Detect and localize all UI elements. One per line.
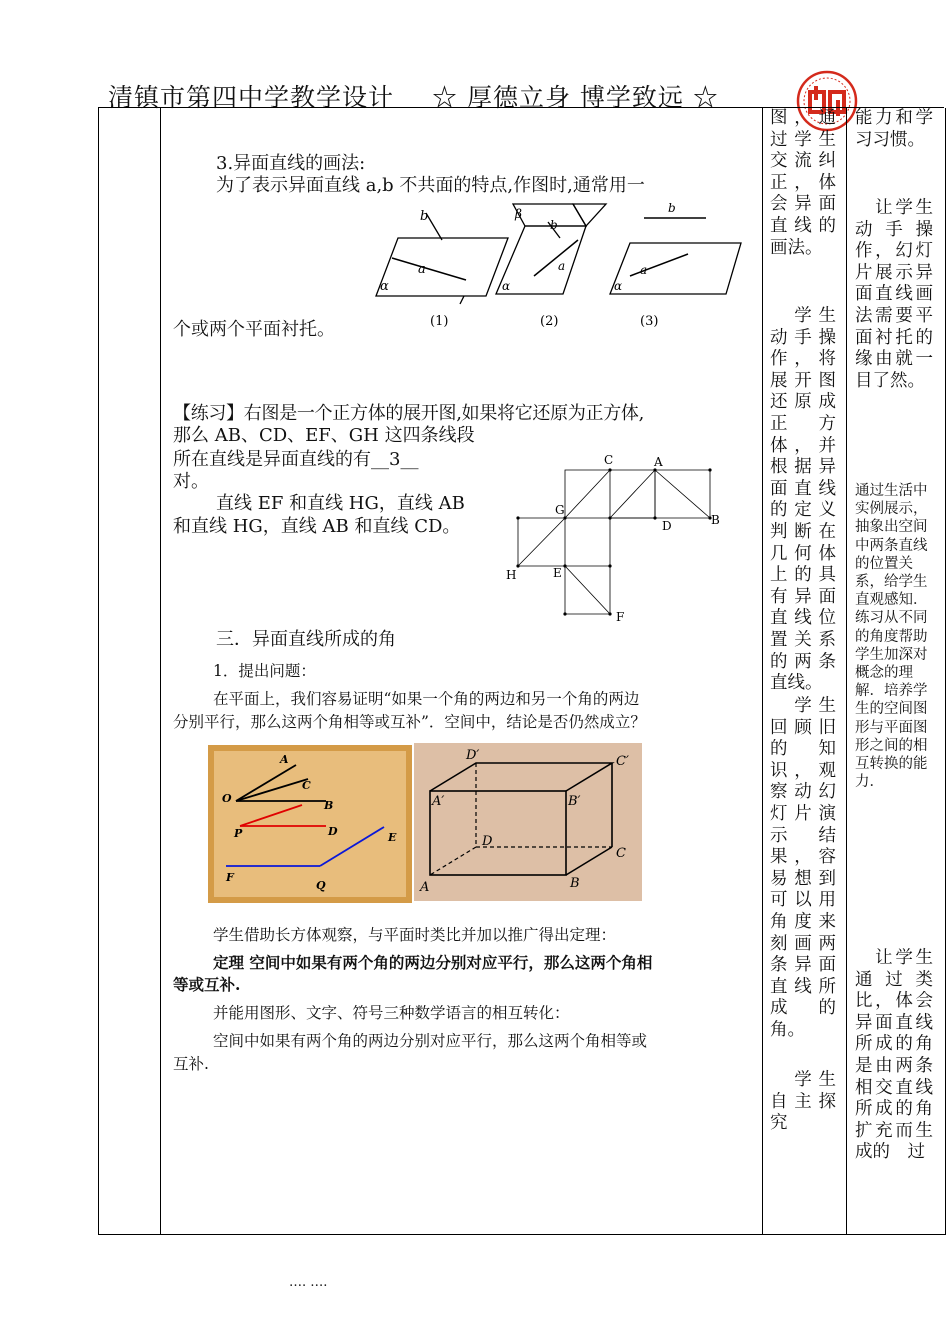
question-text-2: 分别平行，那么这两个角相等或互补”．空间中，结论是否仍然成立？ <box>173 713 646 731</box>
net-label-B: B <box>711 513 720 527</box>
img1-label-A: A <box>280 753 289 766</box>
fig2-label-beta: β <box>515 207 522 221</box>
design-intent-2: 让学生动手操作，幻灯片展示异面直线画法需要平面衬托的缘由就一目了然。 <box>855 198 933 391</box>
fig2-label-a: a <box>558 259 566 273</box>
observe-text: 学生借助长方体观察，与平面时类比并加以推广得出定理： <box>213 926 617 944</box>
fig2-label-b: b <box>550 218 558 232</box>
design-intent-3: 通过生活中实例展示，抽象出空间中两条直线的位置关系，给学生直观感知．练习从不同的角度帮助学生加深对概念的理解．培养学生的空间图形与平面图形之间的相互转换的能力． <box>855 483 928 791</box>
img2-label-B: B <box>570 876 580 891</box>
drawing-intro: 为了表示异面直线 a,b 不共面的特点,作图时,通常用一 <box>216 175 645 196</box>
theorem-line-2: 等或互补. <box>173 975 241 994</box>
img2-label-B1: B′ <box>568 794 581 809</box>
skew-lines-figures <box>368 198 753 332</box>
fig2-caption: (2) <box>540 314 559 329</box>
net-label-A: A <box>654 455 663 469</box>
img1-label-D: D <box>328 825 338 838</box>
exercise-line-4: 对。 <box>173 471 209 492</box>
fig3-label-alpha: α <box>614 279 623 293</box>
img2-label-C1: C′ <box>616 754 629 769</box>
net-label-E: E <box>553 566 562 580</box>
motto: ☆ 厚德立身 博学致远 ☆ <box>432 83 719 112</box>
fig1-label-alpha: α <box>380 279 389 294</box>
img1-label-B: B <box>324 799 334 812</box>
img1-label-O: O <box>222 792 232 805</box>
student-activity-1: 图，通过学生交流纠正，体会异面直线的画法。 <box>770 108 836 258</box>
img1-label-F: F <box>226 871 234 884</box>
theorem-line-1: 定理 空间中如果有两个角的两边分别对应平行，那么这两个角相 <box>213 953 653 972</box>
img2-label-A: A <box>420 880 430 895</box>
net-label-D: D <box>662 519 672 533</box>
restate-line-1: 空间中如果有两个角的两边分别对应平行，那么这两个角相等或 <box>213 1032 648 1050</box>
student-activity-4: 学生自主探究 <box>770 1070 836 1134</box>
design-intent-1: 能力和学习习惯。 <box>855 108 933 150</box>
design-intent-4: 让学生通过类比，体会异面直线所成的角是由两条相交直线所成的角扩充而生成的 过 <box>855 948 933 1163</box>
img1-label-P: P <box>234 827 243 840</box>
img1-label-Q: Q <box>316 879 326 892</box>
fig1-label-b: b <box>420 209 429 224</box>
footer-dots: …. …. <box>289 1275 328 1290</box>
restate-line-2: 互补. <box>173 1055 209 1073</box>
img2-label-C: C <box>616 846 626 861</box>
column-divider-1 <box>160 108 161 1234</box>
section-title-drawing: 3.异面直线的画法: <box>216 153 366 174</box>
img2-label-D1: D′ <box>466 748 480 763</box>
cube-net-figure <box>500 450 730 630</box>
img1-label-E: E <box>388 831 397 844</box>
fig2-label-alpha: α <box>502 279 511 293</box>
cuboid-image <box>414 743 642 901</box>
exercise-line-2: 那么 AB、CD、EF、GH 这四条线段 <box>173 425 475 446</box>
answer-line-1: 直线 EF 和直线 HG，直线 AB <box>216 493 465 514</box>
fig1-caption: (1) <box>430 314 449 329</box>
exercise-line-1: 【练习】右图是一个正方体的展开图,如果将它还原为正方体, <box>173 403 645 424</box>
fig3-caption: (3) <box>640 314 659 329</box>
school-title: 清镇市第四中学教学设计 <box>108 83 395 112</box>
column-divider-2 <box>762 108 763 1234</box>
fig3-label-b: b <box>668 201 676 215</box>
net-label-F: F <box>616 610 625 624</box>
fig1-label-a: a <box>418 262 426 277</box>
img2-label-A1: A′ <box>432 794 445 809</box>
question-text-1: 在平面上，我们容易证明“如果一个角的两边和另一个角的两边 <box>213 690 640 708</box>
fig3-label-a: a <box>640 263 648 277</box>
section-title-angle: 三．异面直线所成的角 <box>216 629 396 650</box>
student-activity-3: 学生回顾旧的知识，观察动幻灯片演示结果，容易想到可以用角度来刻画两条异面直线所成 的角。 <box>770 696 836 1040</box>
net-label-G: G <box>555 503 565 517</box>
question-title: 1．提出问题： <box>213 662 316 680</box>
column-divider-3 <box>846 108 847 1234</box>
net-label-C: C <box>604 453 614 467</box>
net-label-H: H <box>506 568 517 582</box>
exercise-line-3: 所在直线是异面直线的有__3__ <box>173 449 419 470</box>
img2-label-D: D <box>482 834 493 849</box>
img1-label-C: C <box>302 779 311 792</box>
drawing-intro-end: 个或两个平面衬托。 <box>173 319 335 340</box>
parallel-angles-image <box>208 745 412 903</box>
student-activity-2: 学生动手操作，将展开图还原成正方体，并根据异面直线的定义判断在几何体上的具有异面直线位置关系的两条直线。 <box>770 306 836 694</box>
convert-text: 并能用图形、文字、符号三种数学语言的相互转化： <box>213 1004 570 1022</box>
answer-line-2: 和直线 HG，直线 AB 和直线 CD。 <box>173 516 461 537</box>
